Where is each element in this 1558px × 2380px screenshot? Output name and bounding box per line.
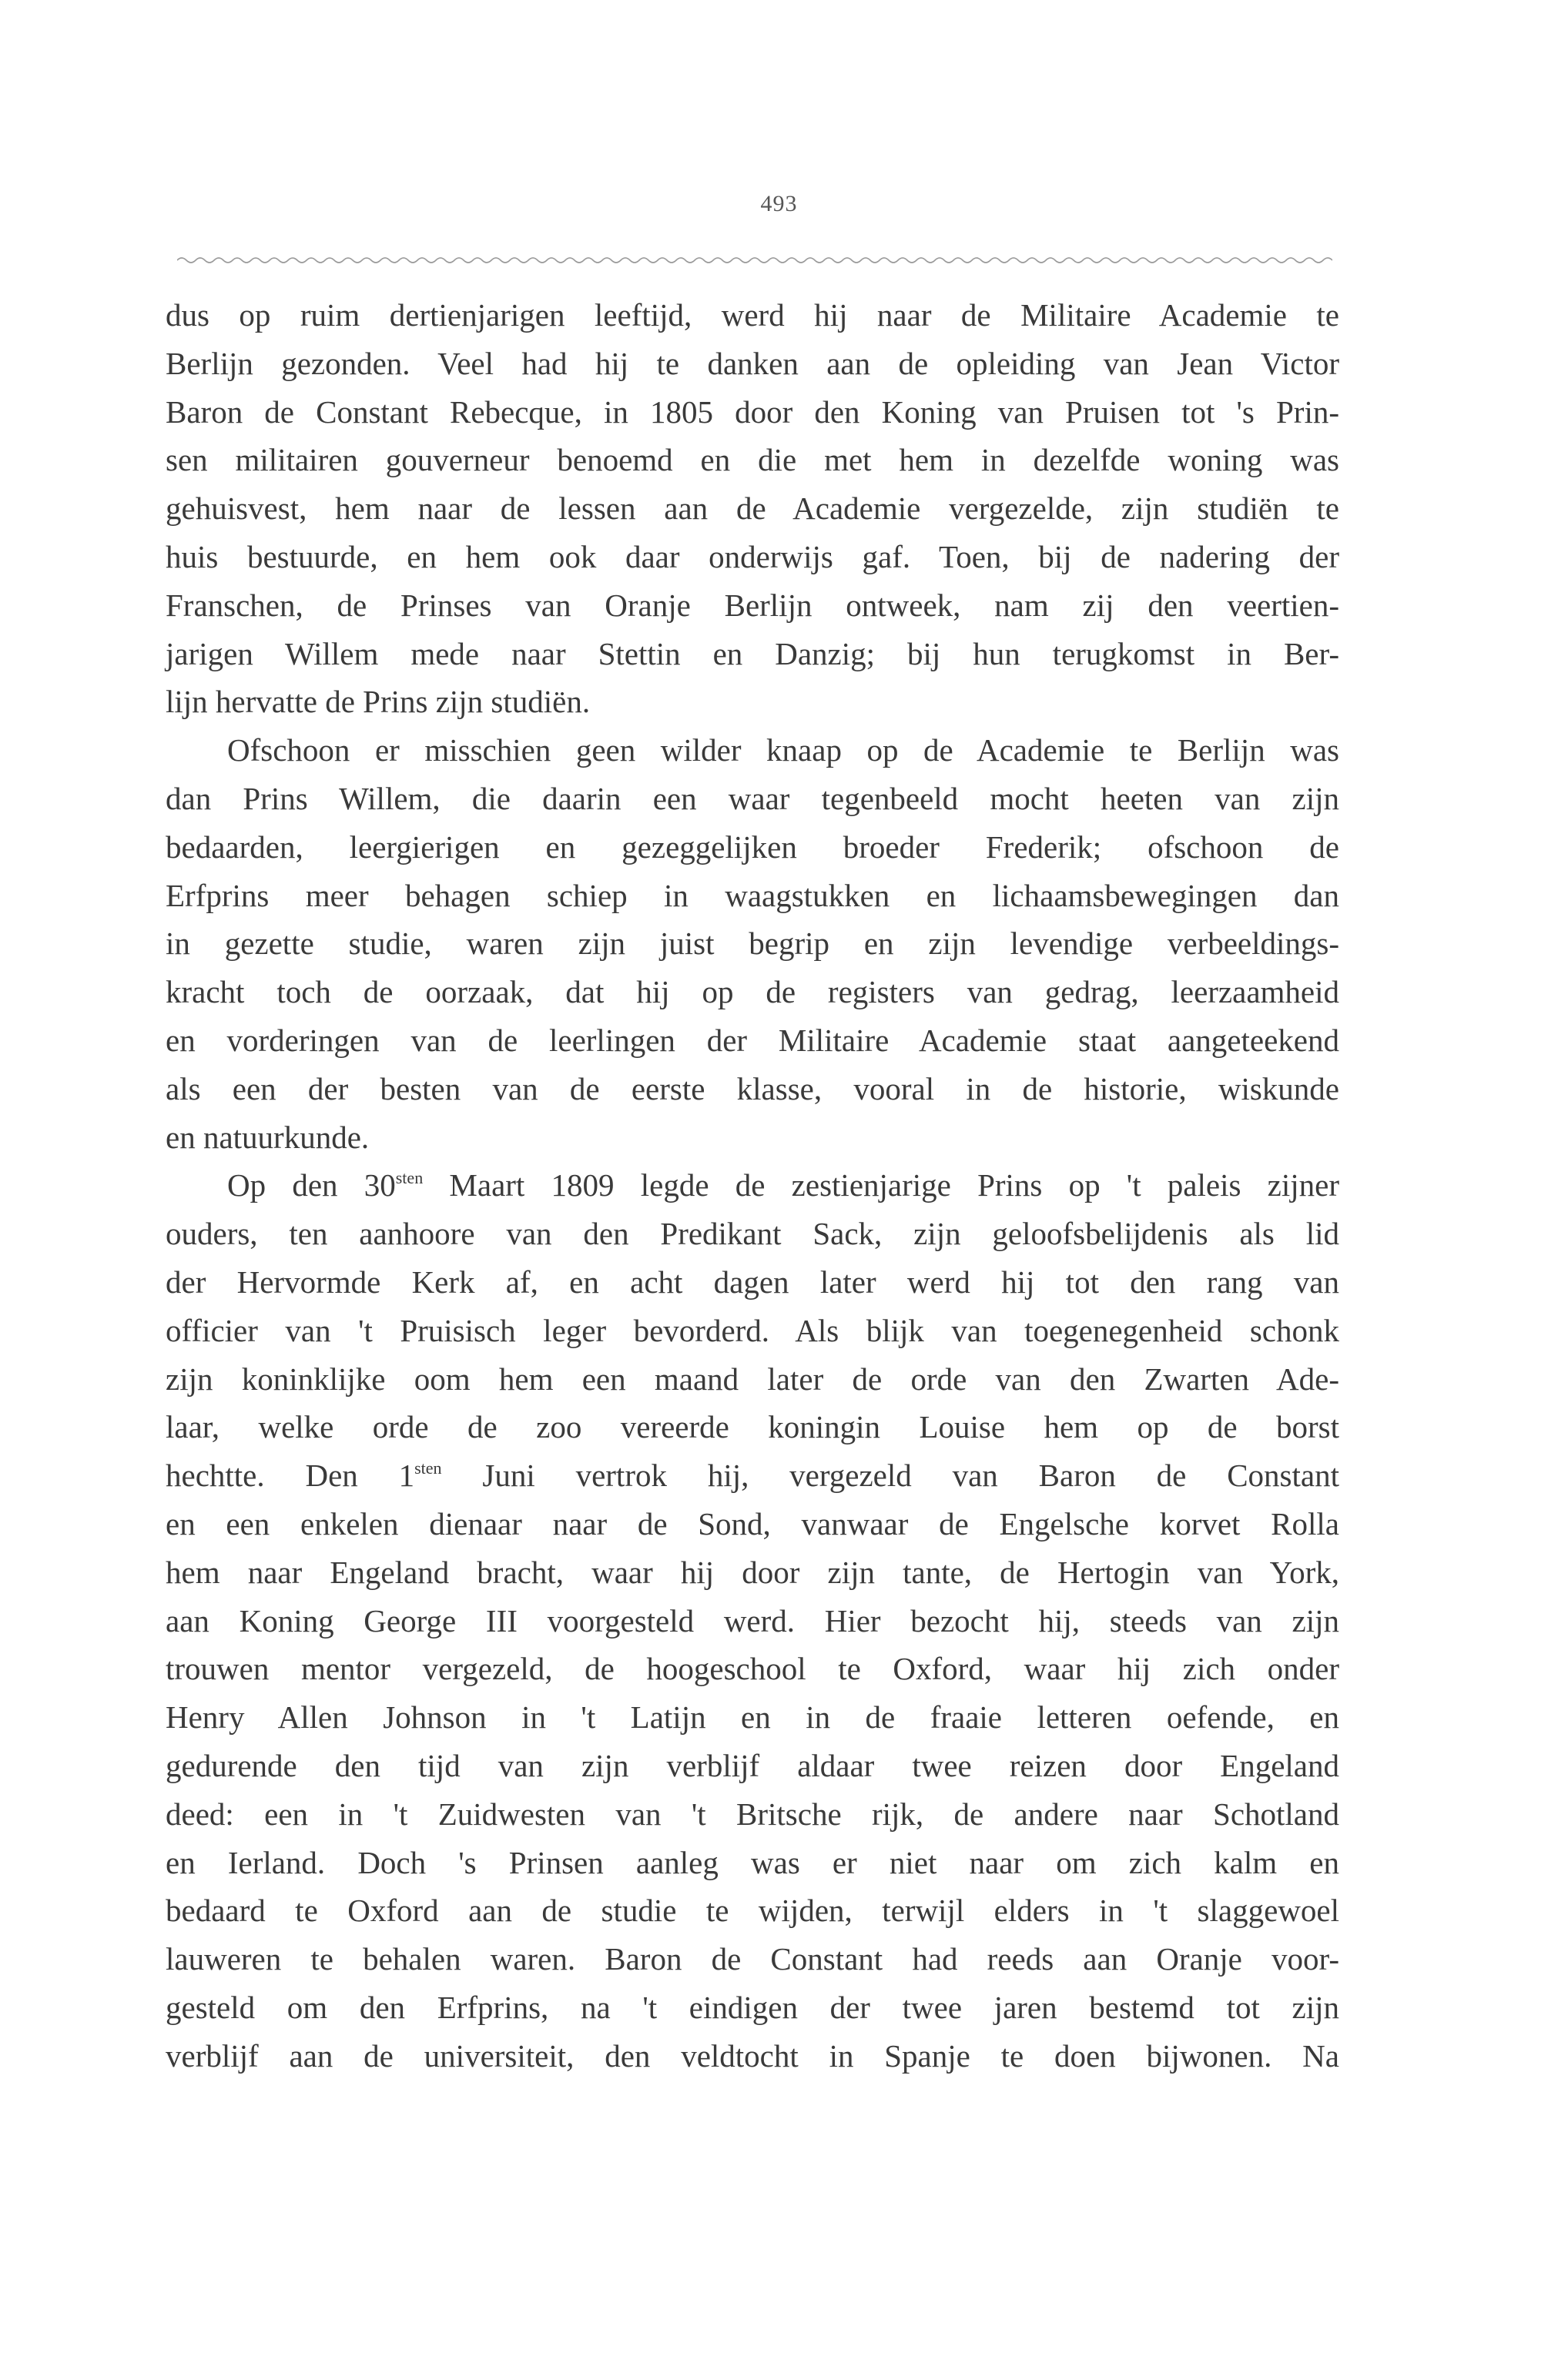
text-line: lijn hervatte de Prins zijn studiën. xyxy=(166,684,591,720)
text-line: kracht toch de oorzaak, dat hij op de registers van gedrag, leerzaamheid xyxy=(166,974,1339,1010)
text-line: sen militairen gouverneur benoemd en die met hem in dezelfde woning was xyxy=(166,442,1339,478)
text-line: bedaarden, leergierigen en gezeggelijken broeder Frederik; ofschoon de xyxy=(166,828,1339,865)
text-line: der Hervormde Kerk af, en acht dagen later werd hij tot den rang van xyxy=(166,1264,1339,1300)
text-line xyxy=(166,1161,1339,1210)
text-line: gehuisvest, hem naar de lessen aan de Academie vergezelde, zijn studiën te xyxy=(166,490,1339,527)
text-line: bedaard te Oxford aan de studie te wijden, terwijl elders in 't slaggewoel xyxy=(166,1893,1339,1929)
text-line: officier van 't Pruisisch leger bevorderd. Als blijk van toegenegenheid schonk xyxy=(166,1312,1339,1348)
text-line: dus op ruim dertienjarigen leeftijd, werd hij naar de Militaire Academie te xyxy=(166,297,1339,333)
text-line: aan Koning George III voorgesteld werd. Hier bezocht hij, steeds van zijn xyxy=(166,1602,1339,1639)
text-line: verblijf aan de universiteit, den veldtocht in Spanje te doen bijwonen. Na xyxy=(166,2037,1339,2074)
text-line: deed: een in 't Zuidwesten van 't Britsche rijk, de andere naar Schotland xyxy=(166,1796,1339,1832)
text-line: Franschen, de Prinses van Oranje Berlijn ontweek, nam zij den veertien- xyxy=(166,587,1339,623)
text-line: Henry Allen Johnson in 't Latijn en in de fraaie letteren oefende, en xyxy=(166,1699,1339,1736)
text-line: Berlijn gezonden. Veel had hij te danken aan de opleiding van Jean Victor xyxy=(166,345,1339,381)
text-line: Baron de Constant Rebecque, in 1805 door den Koning van Pruisen tot 's Prin- xyxy=(166,393,1339,430)
text-line: trouwen mentor vergezeld, de hoogeschool te Oxford, waar hij zich onder xyxy=(166,1651,1339,1687)
text-line: jarigen Willem mede naar Stettin en Danzig; bij hun terugkomst in Ber- xyxy=(166,635,1339,671)
text-line: en natuurkunde. xyxy=(166,1119,370,1155)
text-line: zijn koninklijke oom hem een maand later de orde van den Zwarten Ade- xyxy=(166,1361,1339,1397)
text-fragment: Op den 30 xyxy=(227,1167,396,1203)
text-line: dan Prins Willem, die daarin een waar tegenbeeld mocht heeten van zijn xyxy=(166,780,1339,816)
text-fragment: Juni vertrok hij, vergezeld van Baron de Constant xyxy=(441,1458,1339,1494)
text-line: en Ierland. Doch 's Prinsen aanleg was er niet naar om zich kalm en xyxy=(166,1844,1339,1880)
text-line: en een enkelen dienaar naar de Sond, vanwaar de Engelsche korvet Rolla xyxy=(166,1505,1339,1541)
superscript: sten xyxy=(395,1168,424,1188)
text-line: hem naar Engeland bracht, waar hij door zijn tante, de Hertogin van York, xyxy=(166,1554,1339,1590)
text-line: ouders, ten aanhoore van den Predikant Sack, zijn geloofsbelijdenis als lid xyxy=(166,1216,1339,1252)
text-line xyxy=(166,1451,1339,1500)
body-text xyxy=(166,291,1339,2080)
text-line: lauweren te behalen waren. Baron de Constant had reeds aan Oranje voor- xyxy=(166,1941,1339,1977)
text-line: Ofschoon er misschien geen wilder knaap op de Academie te Berlijn was xyxy=(227,732,1339,768)
text-line: gesteld om den Erfprins, na 't eindigen der twee jaren bestemd tot zijn xyxy=(166,1989,1339,2025)
text-line: gedurende den tijd van zijn verblijf aldaar twee reizen door Engeland xyxy=(166,1747,1339,1783)
text-fragment: hechtte. Den 1 xyxy=(166,1458,415,1494)
page-number: 493 xyxy=(760,191,798,216)
text-line: Erfprins meer behagen schiep in waagstukken en lichaamsbewegingen dan xyxy=(166,877,1339,913)
text-line: huis bestuurde, en hem ook daar onderwijs gaf. Toen, bij de nadering der xyxy=(166,538,1339,574)
text-fragment: Maart 1809 legde de zestienjarige Prins op 't paleis zijner xyxy=(423,1167,1339,1203)
text-line: en vorderingen van de leerlingen der Militaire Academie staat aangeteekend xyxy=(166,1022,1339,1058)
superscript: sten xyxy=(414,1458,442,1478)
text-line: als een der besten van de eerste klasse, vooral in de historie, wiskunde xyxy=(166,1070,1339,1106)
header-rule-ornament xyxy=(177,254,1332,266)
text-line: laar, welke orde de zoo vereerde koningin Louise hem op de borst xyxy=(166,1409,1339,1445)
text-line: in gezette studie, waren zijn juist begrip en zijn levendige verbeeldings- xyxy=(166,926,1339,962)
